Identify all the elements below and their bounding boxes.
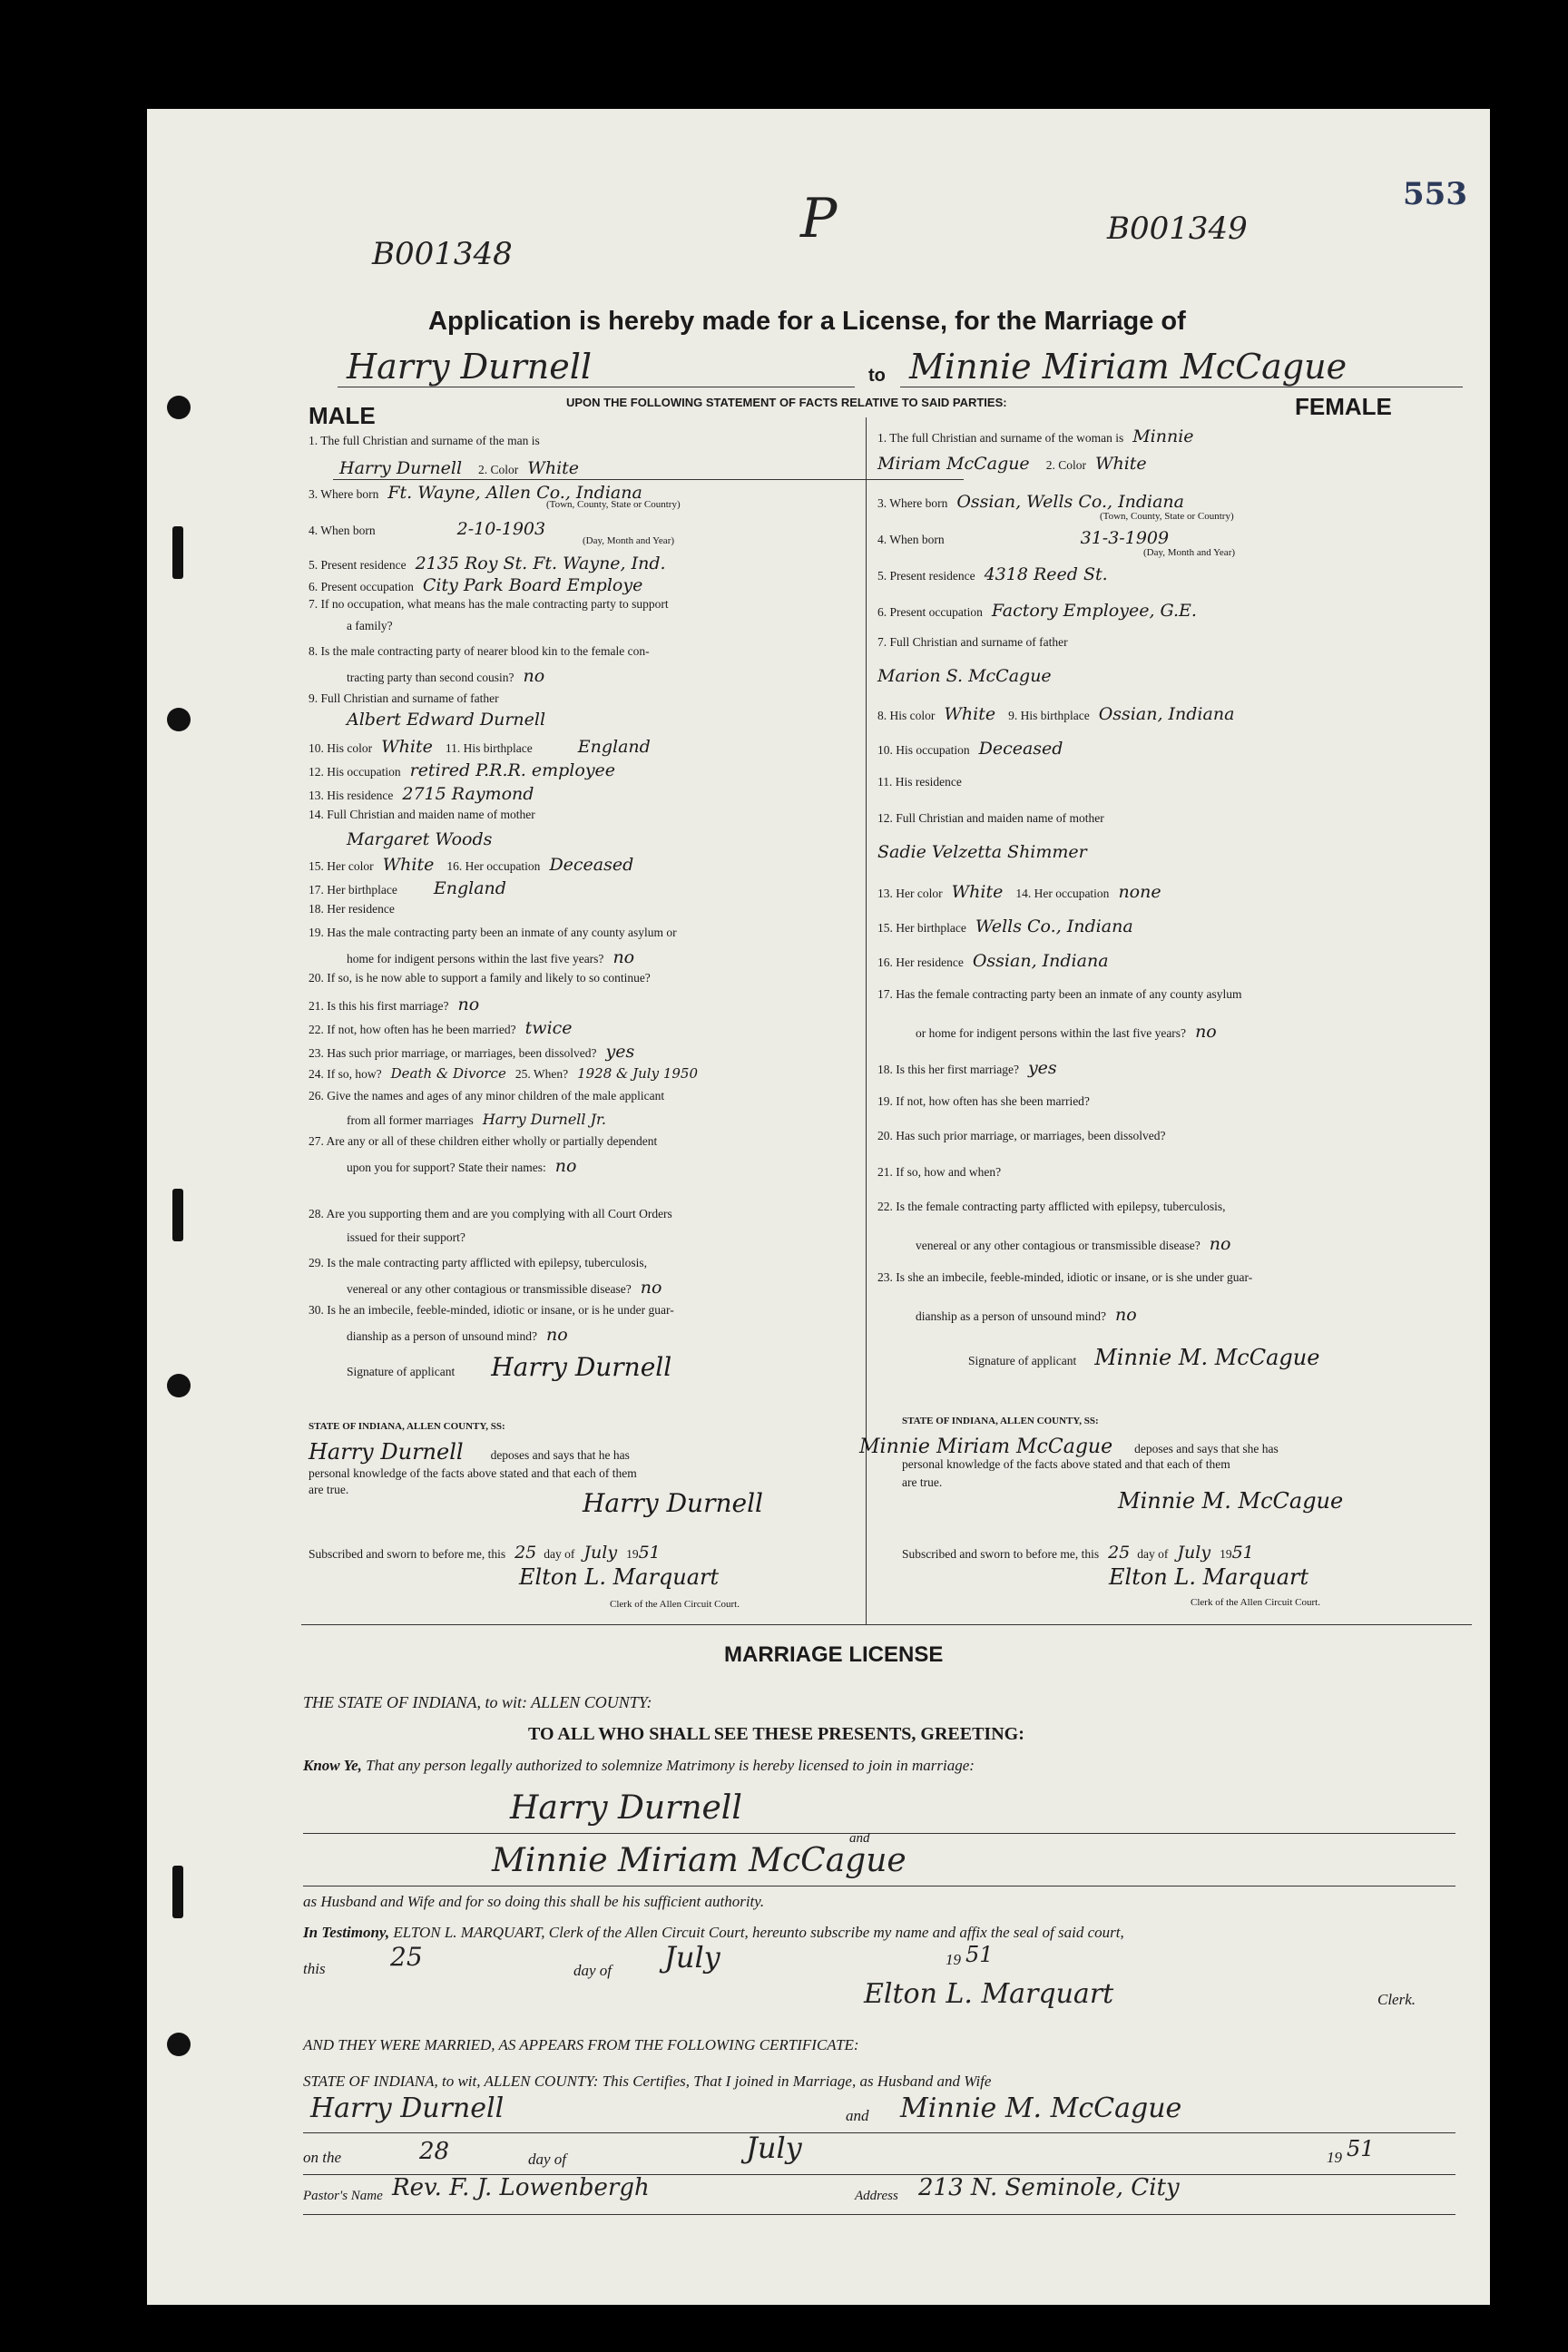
license-name2: Minnie Miriam McCague [492,1842,906,1879]
m-a27: no [554,1156,577,1176]
pastor-address: 213 N. Seminole, City [918,2174,1180,2201]
oath-m-month: July [583,1543,618,1563]
m-q14: 14. Full Christian and maiden name of mother [309,808,535,821]
cert-name2: Minnie M. McCague [900,2092,1182,2124]
f-q23b: dianship as a person of unsound mind? [916,1309,1106,1323]
oath-m-state: STATE OF INDIANA, ALLEN COUNTY, SS: [309,1421,505,1432]
cert-dayof: day of [528,2151,567,2168]
m-a9: Albert Edward Durnell [347,710,546,730]
binder-hole [167,396,191,419]
cert-line: STATE OF INDIANA, to wit, ALLEN COUNTY: This Certifies, That I joined in Marriage, as Husband and Wife [303,2073,992,2090]
oath-m-day: 25 [514,1543,537,1563]
license-heading: MARRIAGE LICENSE [724,1642,944,1667]
m-q26b: from all former marriages [347,1113,474,1127]
oath-f-year: 51 [1231,1543,1254,1563]
statement-heading: UPON THE FOLLOWING STATEMENT OF FACTS RELATIVE TO SAID PARTIES: [566,396,1007,409]
f-a2: White [1094,454,1147,474]
m-q29b: venereal or any other contagious or transmissible disease? [347,1282,632,1296]
f-q3: 3. Where born [877,496,948,510]
m-a13: 2715 Raymond [402,784,534,804]
f-q21: 21. If so, how and when? [877,1165,1002,1179]
f-q19: 19. If not, how often has she been married? [877,1094,1090,1108]
male-header: MALE [309,402,376,429]
m-a22: twice [524,1018,573,1038]
license-month: July [664,1940,720,1975]
cert-year: 51 [1347,2136,1375,2161]
m-a17: England [433,878,506,898]
binder-hole [167,708,191,731]
oath-m-yp: 19 [626,1547,639,1561]
oath-f-yp: 19 [1220,1547,1232,1561]
f-q4: 4. When born [877,533,945,546]
f-q9: 9. His birthplace [1008,709,1090,722]
oath-f-signature: Minnie M. McCague [1118,1488,1344,1514]
f-q22b: venereal or any other contagious or transmissible disease? [916,1239,1200,1252]
m-q2: 2. Color [478,463,519,476]
f-a13: White [951,882,1004,902]
license-day: 25 [390,1942,423,1972]
f-q22a: 22. Is the female contracting party afflicted with epilepsy, tuberculosis, [877,1200,1226,1213]
license-as-hw: as Husband and Wife and for so doing this shall be his sufficient authority. [303,1893,765,1910]
m-signature: Harry Durnell [491,1352,672,1382]
m-q28a: 28. Are you supporting them and are you complying with all Court Orders [309,1207,672,1220]
female-header: FEMALE [1295,393,1392,420]
m-q28b: issued for their support? [347,1230,466,1244]
m-q13: 13. His residence [309,789,394,802]
address-label: Address [855,2189,898,2203]
f-signature: Minnie M. McCague [1094,1345,1320,1370]
oath-f-day: 25 [1108,1543,1131,1563]
m-q5: 5. Present residence [309,558,407,572]
f-q5: 5. Present residence [877,569,975,583]
oath-f-clerk-label: Clerk of the Allen Circuit Court. [1191,1597,1320,1608]
f-q7: 7. Full Christian and surname of father [877,635,1068,649]
m-q16: 16. Her occupation [446,859,541,873]
m-q11: 11. His birthplace [445,741,533,755]
oath-m-clerk-sig: Elton L. Marquart [519,1564,720,1590]
license-state-line: THE STATE OF INDIANA, to wit: ALLEN COUNTY: [303,1693,652,1711]
f-n4: (Day, Month and Year) [1143,547,1236,558]
oath-f-clerk-sig: Elton L. Marquart [1109,1564,1309,1590]
f-n3: (Town, County, State or Country) [1100,511,1234,522]
oath-f-dayof: day of [1137,1547,1169,1561]
f-q17b: or home for indigent persons within the last five years? [916,1026,1187,1040]
f-a16: Ossian, Indiana [972,951,1109,971]
f-a9: Ossian, Indiana [1098,704,1235,724]
f-a10: Deceased [978,739,1063,759]
f-a14: none [1118,882,1161,902]
f-q6: 6. Present occupation [877,605,983,619]
oath-m-clerk-label: Clerk of the Allen Circuit Court. [610,1599,740,1610]
m-q19a: 19. Has the male contracting party been an inmate of any county asylum or [309,926,677,939]
know-text: That any person legally authorized to solemnize Matrimony is hereby licensed to join in marriage: [366,1757,975,1774]
binder-slot [172,1866,183,1918]
marriage-record-page [147,109,1490,2305]
m-a26: Harry Durnell Jr. [482,1111,606,1128]
f-q8: 8. His color [877,709,936,722]
f-q15: 15. Her birthplace [877,921,966,935]
m-a1: Harry Durnell [339,458,463,478]
m-q7b: a family? [347,619,393,632]
record-number-right: B001349 [1107,211,1248,247]
cert-month: July [746,2131,802,2165]
to-word: to [868,366,886,386]
m-a15: White [382,855,435,875]
m-a6: City Park Board Employe [422,575,643,595]
cert-and: and [846,2107,869,2124]
binder-slot [172,526,183,579]
m-a12: retired P.R.R. employee [409,760,616,780]
f-q13: 13. Her color [877,887,943,900]
pastor-label: Pastor's Name [303,2189,383,2203]
m-q22: 22. If not, how often has he been married? [309,1023,516,1036]
m-q10: 10. His color [309,741,373,755]
m-q18: 18. Her residence [309,902,395,916]
f-a12: Sadie Velzetta Shimmer [877,842,1087,862]
f-a6: Factory Employee, G.E. [991,601,1197,621]
f-a23: no [1114,1305,1137,1325]
cert-year-prefix: 19 [1327,2149,1342,2166]
m-a30: no [545,1325,568,1345]
m-a3: Ft. Wayne, Allen Co., Indiana [387,483,642,503]
m-q30b: dianship as a person of unsound mind? [347,1329,537,1343]
m-q4: 4. When born [309,524,376,537]
f-q20: 20. Has such prior marriage, or marriages, been dissolved? [877,1129,1166,1142]
cert-day: 28 [419,2138,450,2165]
license-this: this [303,1960,326,1977]
binder-hole [167,1374,191,1397]
testimony-label: In Testimony, [303,1924,390,1941]
m-q20: 20. If so, is he now able to support a family and likely to so continue? [309,971,651,985]
married-line: AND THEY WERE MARRIED, AS APPEARS FROM THE FOLLOWING CERTIFICATE: [303,2036,859,2053]
f-q14: 14. Her occupation [1015,887,1110,900]
m-q21: 21. Is this his first marriage? [309,999,449,1013]
f-a5: 4318 Reed St. [984,564,1108,584]
f-a7: Marion S. McCague [877,666,1052,686]
bride-name: Minnie Miriam McCague [909,347,1348,387]
m-a23: yes [605,1042,635,1062]
m-q6: 6. Present occupation [309,580,414,593]
f-a8: White [944,704,996,724]
section-divider [301,1624,1472,1625]
f-q18: 18. Is this her first marriage? [877,1063,1019,1076]
oath-f-text3: are true. [902,1475,943,1489]
m-a2: White [527,458,580,478]
m-a21: no [457,995,480,1014]
m-q29a: 29. Is the male contracting party afflicted with epilepsy, tuberculosis, [309,1256,648,1269]
m-q7a: 7. If no occupation, what means has the male contracting party to support [309,597,669,611]
f-a15: Wells Co., Indiana [975,916,1133,936]
license-year-prefix: 19 [946,1951,961,1968]
m-sig-label: Signature of applicant [347,1365,456,1378]
license-year: 51 [965,1942,994,1967]
license-clerk: Clerk. [1377,1991,1416,2008]
license-clerk-sig: Elton L. Marquart [864,1978,1114,2010]
cert-name1: Harry Durnell [310,2092,505,2124]
m-a4: 2-10-1903 [456,519,546,539]
f-q11: 11. His residence [877,775,962,789]
application-title: Application is hereby made for a License, for the Marriage of [428,307,1186,336]
groom-name: Harry Durnell [347,347,593,387]
m-q23: 23. Has such prior marriage, or marriages, been dissolved? [309,1046,597,1060]
m-a19: no [612,947,635,967]
m-a10: White [381,737,433,757]
f-q10: 10. His occupation [877,743,970,757]
license-name1: Harry Durnell [510,1789,742,1827]
pastor-name: Rev. F. J. Lowenbergh [392,2174,650,2201]
m-q9: 9. Full Christian and surname of father [309,691,499,705]
m-q15: 15. Her color [309,859,374,873]
testimony-text: ELTON L. MARQUART, Clerk of the Allen Circuit Court, hereunto subscribe my name and affix the seal of said court, [393,1924,1124,1941]
m-a16: Deceased [549,855,634,875]
record-number-left: B001348 [372,236,513,272]
m-a8: no [523,666,545,686]
cert-on-the: on the [303,2149,342,2166]
f-a4: 31-3-1909 [1080,528,1170,548]
oath-m-signature: Harry Durnell [583,1488,763,1518]
m-q17: 17. Her birthplace [309,883,397,897]
oath-m-sworn: Subscribed and sworn to before me, this [309,1547,506,1561]
license-greeting: TO ALL WHO SHALL SEE THESE PRESENTS, GREETING: [528,1724,1024,1744]
oath-m-name: Harry Durnell [309,1439,464,1465]
m-q8a: 8. Is the male contracting party of nearer blood kin to the female con- [309,644,650,658]
oath-f-text1: deposes and says that she has [1134,1442,1279,1455]
f-q23a: 23. Is she an imbecile, feeble-minded, idiotic or insane, or is she under guar- [877,1270,1253,1284]
know-ye: Know Ye, [303,1757,362,1774]
m-q19b: home for indigent persons within the last five years? [347,952,604,965]
f-q16: 16. Her residence [877,956,964,969]
m-n3: (Town, County, State or Country) [546,499,681,510]
oath-m-year: 51 [638,1543,661,1563]
m-q27b: upon you for support? State their names: [347,1161,546,1174]
m-q27a: 27. Are any or all of these children either wholly or partially dependent [309,1134,658,1148]
oath-f-name: Minnie Miriam McCague [859,1436,1113,1458]
m-a11: England [577,737,651,757]
f-a1b: Miriam McCague [877,454,1030,474]
m-a29: no [640,1278,662,1298]
m-q8b: tracting party than second cousin? [347,671,514,684]
oath-m-text2: personal knowledge of the facts above stated and that each of them [309,1466,637,1480]
oath-m-text3: are true. [309,1483,349,1496]
binder-slot [172,1189,183,1241]
oath-m-text1: deposes and says that he has [490,1448,630,1462]
m-q30a: 30. Is he an imbecile, feeble-minded, idiotic or insane, or is he under guar- [309,1303,674,1317]
license-and: and [849,1831,870,1846]
m-n4: (Day, Month and Year) [583,535,675,546]
f-a3: Ossian, Wells Co., Indiana [956,492,1184,512]
f-q2: 2. Color [1045,458,1086,472]
m-q25: 25. When? [514,1067,569,1081]
f-q1: 1. The full Christian and surname of the woman is [877,431,1124,445]
m-q26a: 26. Give the names and ages of any minor children of the male applicant [309,1089,665,1102]
m-a14: Margaret Woods [347,829,493,849]
f-a18: yes [1027,1058,1057,1078]
oath-f-text2: personal knowledge of the facts above stated and that each of them [902,1457,1230,1471]
handwritten-mark: P [800,187,838,250]
oath-m-dayof: day of [544,1547,575,1561]
f-q12: 12. Full Christian and maiden name of mother [877,811,1104,825]
m-a5: 2135 Roy St. Ft. Wayne, Ind. [415,554,666,573]
m-q1: 1. The full Christian and surname of the man is [309,434,540,447]
oath-f-month: July [1177,1543,1211,1563]
f-a1a: Minnie [1132,426,1194,446]
f-q17a: 17. Has the female contracting party been an inmate of any county asylum [877,987,1242,1001]
m-a24: Death & Divorce [390,1065,506,1082]
f-a17: no [1195,1022,1217,1042]
binder-hole [167,2033,191,2056]
m-q24: 24. If so, how? [309,1067,382,1081]
oath-f-sworn: Subscribed and sworn to before me, this [902,1547,1100,1561]
oath-f-state: STATE OF INDIANA, ALLEN COUNTY, SS: [902,1416,1099,1426]
m-q12: 12. His occupation [309,765,401,779]
page-number: 553 [1403,176,1467,212]
m-q3: 3. Where born [309,487,379,501]
f-sig-label: Signature of applicant [968,1354,1077,1367]
m-a25: 1928 & July 1950 [577,1065,699,1082]
f-a22: no [1209,1234,1231,1254]
license-dayof: day of [573,1962,612,1979]
